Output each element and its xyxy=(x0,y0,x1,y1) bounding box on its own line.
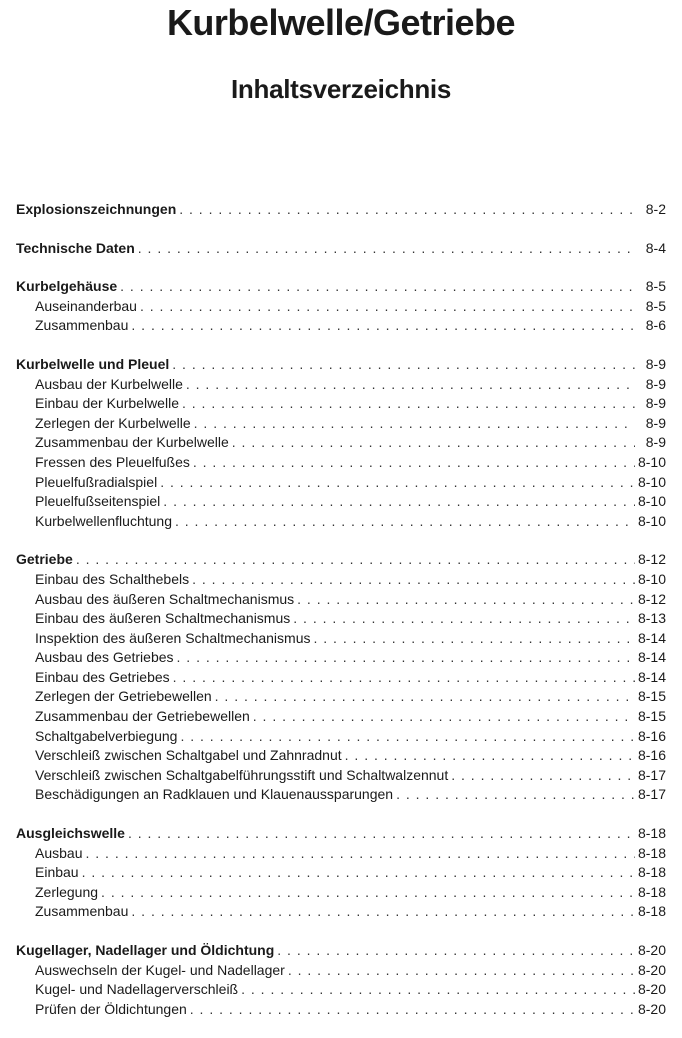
dot-leader xyxy=(192,570,635,590)
toc-section xyxy=(16,824,666,922)
toc-page-number: 8-10 xyxy=(637,493,666,510)
dot-leader xyxy=(293,609,635,629)
toc-page-number: 8-9 xyxy=(645,414,666,431)
toc-entry-label: Auswechseln der Kugel- und Nadellager xyxy=(35,961,285,978)
toc-entry[interactable] xyxy=(16,707,666,727)
toc-entry[interactable] xyxy=(16,668,666,688)
toc-page-number: 8-6 xyxy=(645,317,666,334)
toc-entry[interactable] xyxy=(16,414,666,434)
dot-leader xyxy=(215,687,635,707)
toc-entry[interactable] xyxy=(16,394,666,414)
toc-page-number: 8-13 xyxy=(637,610,666,627)
toc-section xyxy=(16,239,666,259)
toc-entry[interactable] xyxy=(16,629,666,649)
toc-entry[interactable] xyxy=(16,1000,666,1020)
toc-page-number: 8-14 xyxy=(637,649,666,666)
toc-entry[interactable] xyxy=(16,473,666,493)
dot-leader xyxy=(277,941,635,961)
dot-leader xyxy=(186,375,635,395)
dot-leader xyxy=(138,239,635,259)
toc-entry-label: Prüfen der Öldichtungen xyxy=(35,1000,187,1017)
dot-leader xyxy=(180,727,635,747)
dot-leader xyxy=(182,394,635,414)
toc-entry[interactable] xyxy=(16,727,666,747)
toc-entry-label: Einbau des Getriebes xyxy=(35,668,170,685)
toc-entry[interactable] xyxy=(16,453,666,473)
toc-entry[interactable] xyxy=(16,609,666,629)
toc-page-number: 8-17 xyxy=(637,766,666,783)
toc-entry-label: Kugellager, Nadellager und Öldichtung xyxy=(16,942,275,958)
toc-page-number: 8-10 xyxy=(637,453,666,470)
toc-entry-label: Verschleiß zwischen Schaltgabel und Zahnradnut xyxy=(35,747,342,764)
toc-page-number: 8-18 xyxy=(637,903,666,920)
toc-entry-label: Ausbau der Kurbelwelle xyxy=(35,375,183,392)
dot-leader xyxy=(163,492,635,512)
toc-entry-label: Beschädigungen an Radklauen und Klauenaussparungen xyxy=(35,786,394,803)
dot-leader xyxy=(193,453,635,473)
dot-leader xyxy=(160,473,635,493)
toc-page-number: 8-2 xyxy=(645,201,666,217)
toc-entry-label: Einbau der Kurbelwelle xyxy=(35,395,179,412)
toc-page-number: 8-4 xyxy=(645,239,666,256)
toc-page-number: 8-14 xyxy=(637,629,666,646)
toc-page-number: 8-18 xyxy=(637,864,666,881)
dot-leader xyxy=(451,766,635,786)
dot-leader xyxy=(172,355,635,375)
toc-entry-label: Einbau xyxy=(35,864,79,881)
toc-entry-label: Zusammenbau der Getriebewellen xyxy=(35,708,250,725)
dot-leader xyxy=(140,297,635,317)
toc-entry-label: Fressen des Pleuelfußes xyxy=(35,453,190,470)
toc-section-heading[interactable] xyxy=(16,239,666,259)
toc-section-heading[interactable] xyxy=(16,550,666,570)
toc-entry[interactable] xyxy=(16,766,666,786)
toc-entry-label: Kurbelwelle und Pleuel xyxy=(16,355,170,372)
toc-page-number: 8-9 xyxy=(645,355,666,372)
dot-leader xyxy=(241,980,635,1000)
toc-entry-label: Pleuelfußradialspiel xyxy=(35,473,158,490)
dot-leader xyxy=(177,648,635,668)
toc-entry-label: Kurbelgehäuse xyxy=(16,278,118,295)
toc-page-number: 8-16 xyxy=(637,727,666,744)
dot-leader xyxy=(128,824,635,844)
toc-page-number: 8-5 xyxy=(645,278,666,295)
toc-entry-label: Zerlegen der Kurbelwelle xyxy=(35,414,191,431)
dot-leader xyxy=(288,961,635,981)
dot-leader xyxy=(313,629,634,649)
dot-leader xyxy=(190,1000,635,1020)
toc-entry[interactable] xyxy=(16,433,666,453)
toc-page-number: 8-18 xyxy=(637,883,666,900)
toc-section xyxy=(16,355,666,531)
dot-leader xyxy=(297,590,635,610)
toc-page-number: 8-10 xyxy=(637,473,666,490)
toc-section xyxy=(16,941,666,1019)
toc-page-number: 8-5 xyxy=(645,297,666,314)
toc-entry-label: Einbau des äußeren Schaltmechanismus xyxy=(35,610,291,627)
dot-leader xyxy=(253,707,635,727)
toc-entry[interactable] xyxy=(16,844,666,864)
dot-leader xyxy=(131,902,635,922)
document-title: Kurbelwelle/Getriebe xyxy=(166,2,516,43)
toc-page-number: 8-9 xyxy=(645,434,666,451)
toc-entry-label: Auseinanderbau xyxy=(35,297,137,314)
dot-leader xyxy=(232,433,635,453)
toc-entry-label: Ausbau xyxy=(35,844,83,861)
toc-entry-label: Ausgleichswelle xyxy=(16,825,125,842)
toc-entry[interactable] xyxy=(16,746,666,766)
toc-entry-label: Kugel- und Nadellagerverschleiß xyxy=(35,981,239,998)
toc-page-number: 8-12 xyxy=(637,590,666,607)
toc-page-number: 8-9 xyxy=(645,395,666,412)
toc-entry[interactable] xyxy=(16,375,666,395)
dot-leader xyxy=(120,277,635,297)
toc-entry[interactable] xyxy=(16,316,666,336)
toc-section-heading[interactable] xyxy=(16,277,666,297)
toc-entry-label: Zusammenbau xyxy=(35,317,129,334)
dot-leader xyxy=(82,863,635,883)
toc-page-number: 8-15 xyxy=(637,688,666,705)
toc-page-number: 8-17 xyxy=(637,786,666,803)
dot-leader xyxy=(179,200,635,220)
toc-page-number: 8-18 xyxy=(637,825,666,842)
toc-entry-label: Zerlegung xyxy=(35,883,99,900)
dot-leader xyxy=(85,844,634,864)
toc-entry[interactable] xyxy=(16,980,666,1000)
toc-entry-label: Zusammenbau xyxy=(35,903,129,920)
toc-page-number: 8-20 xyxy=(637,1000,666,1017)
toc-section-heading[interactable] xyxy=(16,941,666,961)
toc-entry-label: Pleuelfußseitenspiel xyxy=(35,493,161,510)
toc-entry[interactable] xyxy=(16,590,666,610)
toc-entry[interactable] xyxy=(16,687,666,707)
toc-page-number: 8-20 xyxy=(637,981,666,998)
toc-section xyxy=(16,277,666,336)
toc-page-number: 8-16 xyxy=(637,747,666,764)
toc-entry[interactable] xyxy=(16,961,666,981)
toc-entry-label: Zusammenbau der Kurbelwelle xyxy=(35,434,229,451)
document-subtitle: Inhaltsverzeichnis xyxy=(230,74,452,104)
toc-entry[interactable] xyxy=(16,863,666,883)
dot-leader xyxy=(194,414,635,434)
toc-entry-label: Technische Daten xyxy=(16,239,135,256)
toc-section-heading[interactable] xyxy=(16,355,666,375)
dot-leader xyxy=(396,785,635,805)
toc-entry-label: Ausbau des Getriebes xyxy=(35,649,174,666)
toc-entry[interactable] xyxy=(16,902,666,922)
toc-page-number: 8-12 xyxy=(637,551,666,568)
table-of-contents xyxy=(16,200,666,1038)
toc-entry[interactable] xyxy=(16,883,666,903)
toc-entry[interactable] xyxy=(16,492,666,512)
toc-page-number: 8-14 xyxy=(637,668,666,685)
toc-entry-label: Schaltgabelverbiegung xyxy=(35,727,178,744)
toc-entry-label: Ausbau des äußeren Schaltmechanismus xyxy=(35,590,295,607)
toc-entry-label: Zerlegen der Getriebewellen xyxy=(35,688,212,705)
toc-page-number: 8-9 xyxy=(645,375,666,392)
toc-entry-label: Verschleiß zwischen Schaltgabelführungsstift und Schaltwalzennut xyxy=(35,766,449,783)
toc-page-number: 8-18 xyxy=(637,844,666,861)
toc-section-heading[interactable] xyxy=(16,200,666,220)
toc-section xyxy=(16,200,666,220)
dot-leader xyxy=(173,668,635,688)
toc-entry-label: Explosionszeichnungen xyxy=(16,201,177,217)
dot-leader xyxy=(345,746,635,766)
toc-page-number: 8-10 xyxy=(637,512,666,529)
toc-entry[interactable] xyxy=(16,297,666,317)
toc-entry-label: Kurbelwellenfluchtung xyxy=(35,512,172,529)
toc-section xyxy=(16,550,666,805)
toc-entry-label: Getriebe xyxy=(16,551,73,568)
toc-page-number: 8-10 xyxy=(637,570,666,587)
toc-entry[interactable] xyxy=(16,512,666,532)
dot-leader xyxy=(101,883,635,903)
toc-page-number: 8-20 xyxy=(637,961,666,978)
toc-entry-label: Inspektion des äußeren Schaltmechanismus xyxy=(35,629,311,646)
toc-entry[interactable] xyxy=(16,570,666,590)
toc-page-number: 8-20 xyxy=(637,942,666,958)
dot-leader xyxy=(131,316,635,336)
toc-page-number: 8-15 xyxy=(637,708,666,725)
dot-leader xyxy=(76,550,635,570)
toc-entry-label: Einbau des Schalthebels xyxy=(35,570,190,587)
toc-entry[interactable] xyxy=(16,648,666,668)
dot-leader xyxy=(175,512,635,532)
toc-section-heading[interactable] xyxy=(16,824,666,844)
toc-entry[interactable] xyxy=(16,785,666,805)
